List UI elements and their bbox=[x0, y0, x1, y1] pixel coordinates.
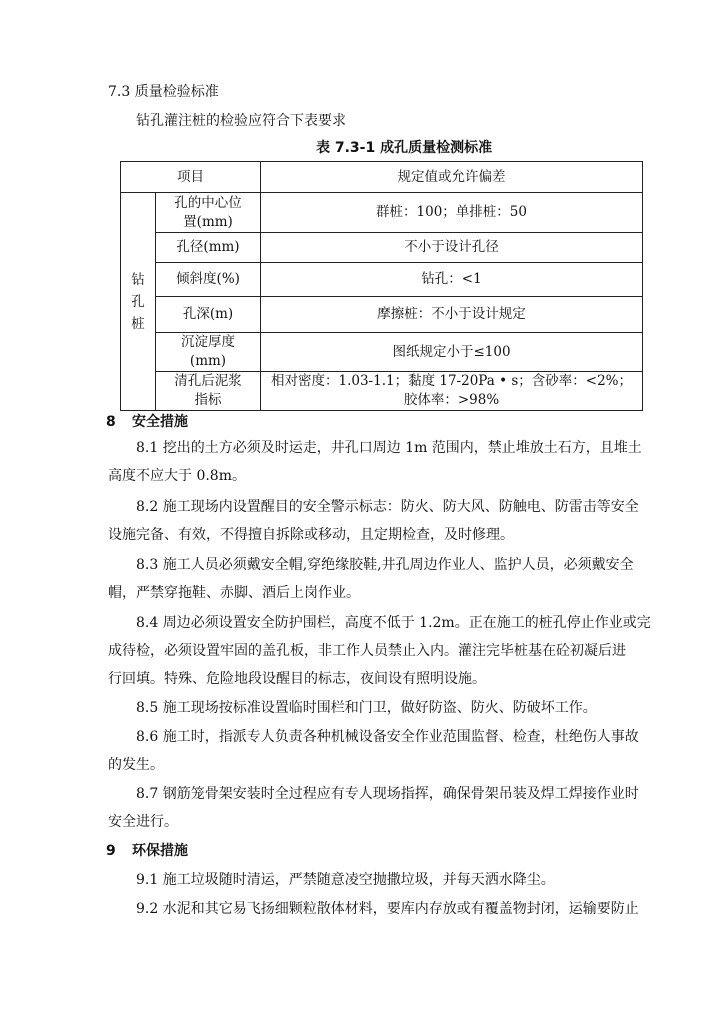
table-row bbox=[121, 193, 643, 233]
row-value: 群桩：100；单排桩：50 bbox=[261, 193, 643, 233]
row-value: 摩擦桩：不小于设计规定 bbox=[261, 297, 643, 333]
paragraph-line: 8.1 挖出的土方必须及时运走，井孔口周边 1m 范围内，禁止堆放土石方，且堆土 bbox=[136, 440, 642, 456]
row-value: 相对密度：1.03-1.1；黏度 17-20Pa • s；含砂率：<2%； 胶体率：>98% bbox=[261, 372, 643, 411]
table-header-row bbox=[121, 162, 643, 193]
table-title: 表 7.3-1 成孔质量检测标准 bbox=[316, 140, 493, 156]
paragraph-line: 的发生。 bbox=[108, 757, 164, 773]
row-item: 倾斜度(%) bbox=[156, 263, 261, 297]
table-row bbox=[121, 263, 643, 297]
paragraph-line: 高度不应大于 0.8m。 bbox=[108, 468, 246, 484]
paragraph-line: 行回填。特殊、危险地段设醒目的标志，夜间设有照明设施。 bbox=[108, 671, 486, 687]
row-value: 不小于设计孔径 bbox=[261, 233, 643, 263]
paragraph-line: 8.2 施工现场内设置醒目的安全警示标志：防火、防大风、防触电、防雷击等安全 bbox=[136, 499, 639, 515]
paragraph-line: 安全进行。 bbox=[108, 814, 178, 830]
paragraph-line: 8.7 钢筋笼骨架安装时全过程应有专人现场指挥，确保骨架吊装及焊工焊接作业时 bbox=[136, 786, 639, 802]
table-row bbox=[121, 372, 643, 411]
paragraph-line: 帽，严禁穿拖鞋、赤脚、酒后上岗作业。 bbox=[108, 585, 360, 601]
section-7-3-intro: 钻孔灌注桩的检验应符合下表要求 bbox=[136, 113, 346, 129]
group-label: 钻 孔 桩 bbox=[121, 193, 156, 411]
paragraph-line: 8.3 施工人员必须戴安全帽,穿绝缘胶鞋,井孔周边作业人、监护人员，必须戴安全 bbox=[136, 557, 634, 573]
table-row bbox=[121, 333, 643, 372]
paragraph-line: 成待检，必须设置牢固的盖孔板，非工作人员禁止入内。灌注完毕桩基在砼初凝后进 bbox=[108, 643, 626, 659]
row-item: 孔的中心位 置(mm) bbox=[156, 193, 261, 233]
quality-standard-table bbox=[120, 161, 643, 411]
table-row bbox=[121, 297, 643, 333]
paragraph-line: 9.1 施工垃圾随时清运，严禁随意凌空抛撒垃圾，并每天洒水降尘。 bbox=[136, 872, 555, 888]
row-value: 图纸规定小于≤100 bbox=[261, 333, 643, 372]
paragraph-line: 9.2 水泥和其它易飞扬细颗粒散体材料，要库内存放或有覆盖物封闭，运输要防止 bbox=[136, 901, 639, 917]
row-item: 孔径(mm) bbox=[156, 233, 261, 263]
paragraph-line: 8.6 施工时，指派专人负责各种机械设备安全作业范围监督、检查，杜绝伤人事故 bbox=[136, 729, 639, 745]
row-item: 清孔后泥浆 指标 bbox=[156, 372, 261, 411]
header-value: 规定值或允许偏差 bbox=[261, 162, 643, 193]
section-8-heading: 8 安全措施 bbox=[106, 414, 188, 430]
section-9-heading: 9 环保措施 bbox=[106, 843, 188, 859]
paragraph-line: 8.4 周边必须设置安全防护围栏，高度不低于 1.2m。正在施工的桩孔停止作业或完 bbox=[136, 615, 651, 631]
row-item: 沉淀厚度 (mm) bbox=[156, 333, 261, 372]
table-row bbox=[121, 233, 643, 263]
paragraph-line: 设施完备、有效，不得擅自拆除或移动，且定期检查，及时修理。 bbox=[108, 527, 514, 543]
row-item: 孔深(m) bbox=[156, 297, 261, 333]
row-value: 钻孔：<1 bbox=[261, 263, 643, 297]
paragraph-line: 8.5 施工现场按标准设置临时围栏和门卫，做好防盗、防火、防破坏工作。 bbox=[136, 700, 597, 716]
section-7-3-heading: 7.3 质量检验标准 bbox=[108, 84, 219, 100]
header-item: 项目 bbox=[121, 162, 261, 193]
